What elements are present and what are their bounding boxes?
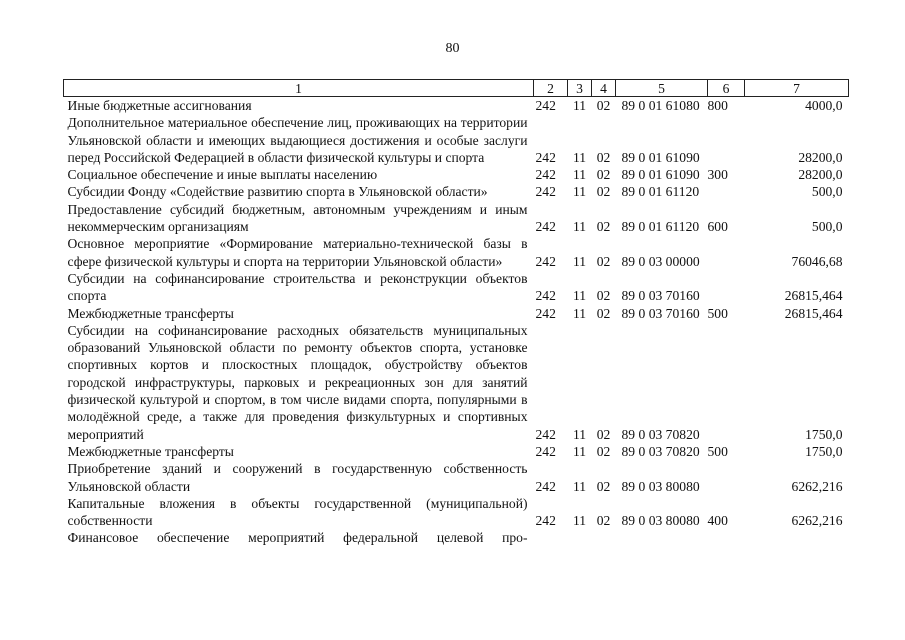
row-code-subsection: 02 [596,305,611,321]
table-body [64,97,849,547]
row-code-section: 11 [572,513,587,529]
row-description: Субсидии на софинансирование расходных обязательств муниципальных образований Ульяновской области по ремонту объектов спорта, установке спортивных кортов и плоскостных площадок, обустройству объектов городской инфраструктуры, парковых и рекреационных зон для занятий физической культурой и спортом, в том числе видами спорта, популярными в молодёжной среде, а также для проведения физкультурных и спортивных мероприятий [67,322,528,442]
row-amount: 76046,68 [791,253,843,269]
row-code-subsection: 02 [596,167,611,183]
header-col-6: 6 [708,80,745,97]
row-code-target: 89 0 03 80080 [621,513,700,529]
row-code-subsection: 02 [596,513,611,529]
row-code-target: 89 0 03 80080 [621,478,700,494]
row-code-section: 11 [572,98,587,113]
table-row [64,270,849,305]
row-description: Иные бюджетные ассигнования [67,98,252,113]
row-code-section: 11 [572,167,587,183]
header-col-5: 5 [616,80,708,97]
row-code-target: 89 0 03 70160 [621,288,700,304]
table-header [64,80,849,97]
row-amount: 26815,464 [784,288,843,304]
row-code-section [568,529,592,546]
page-number: 80 [445,41,460,56]
row-code-subsection: 02 [596,478,611,494]
row-description: Основное мероприятие «Формирование материально-технической базы в сфере физической культуры и спорта на территории Ульяновской области» [67,236,528,269]
row-amount: 26815,464 [784,305,843,321]
row-amount: 28200,0 [798,167,843,183]
row-code-expense-type [708,270,745,305]
row-code-expense-type: 400 [707,513,728,529]
row-code-section: 11 [572,443,587,459]
row-code-ministry [534,529,568,546]
table-row [64,529,849,546]
row-code-section: 11 [572,253,587,269]
row-description: Межбюджетные трансферты [67,443,234,459]
row-code-expense-type [708,460,745,495]
row-code-subsection: 02 [596,443,611,459]
row-code-target: 89 0 03 70160 [621,305,700,321]
table-row [64,166,849,183]
table-row [64,201,849,236]
table-row [64,114,849,166]
row-code-ministry: 242 [535,288,556,304]
row-code-ministry: 242 [535,184,556,200]
row-amount: 1750,0 [805,426,843,442]
table-row [64,235,849,270]
header-col-4: 4 [592,80,616,97]
row-code-section: 11 [572,305,587,321]
row-code-target: 89 0 03 00000 [621,253,700,269]
row-code-target: 89 0 03 70820 [621,443,700,459]
row-code-expense-type [708,322,745,443]
row-description: Приобретение зданий и сооружений в государственную собственность Ульяновской области [67,461,528,494]
row-amount: 28200,0 [798,149,843,165]
row-code-expense-type: 800 [707,98,728,113]
row-code-section: 11 [572,478,587,494]
row-code-ministry: 242 [535,426,556,442]
row-code-ministry: 242 [535,98,556,113]
row-code-ministry: 242 [535,513,556,529]
row-amount [745,529,849,546]
table-row [64,495,849,530]
row-amount: 6262,216 [791,478,843,494]
row-amount: 500,0 [811,219,843,235]
row-code-ministry: 242 [535,478,556,494]
table-row [64,322,849,443]
row-code-expense-type: 500 [707,305,728,321]
row-code-subsection: 02 [596,184,611,200]
row-code-ministry: 242 [535,253,556,269]
table-row [64,460,849,495]
header-row [64,80,849,97]
header-col-2: 2 [534,80,568,97]
row-code-expense-type [708,529,745,546]
row-code-expense-type [708,183,745,200]
row-code-subsection: 02 [596,426,611,442]
header-col-1: 1 [64,80,534,97]
table-row [64,443,849,460]
row-code-subsection: 02 [596,253,611,269]
row-code-target: 89 0 01 61080 [621,98,700,113]
row-code-subsection: 02 [596,98,611,113]
row-description: Предоставление субсидий бюджетным, автономным учреждениям и иным некоммерческим организациям [67,201,528,235]
row-code-ministry: 242 [535,305,556,321]
row-code-ministry: 242 [535,443,556,459]
row-code-target: 89 0 01 61090 [621,167,700,183]
row-description: Дополнительное материальное обеспечение лиц, проживающих на территории Ульяновской области и имеющих выдающиеся достижения и особые заслуги перед Российской Федерацией в области физической культуры и спорта [67,115,528,165]
row-amount: 500,0 [811,184,843,200]
row-description: Капитальные вложения в объекты государственной (муниципальной) собственности [67,495,528,529]
row-code-subsection: 02 [596,149,611,165]
row-code-ministry: 242 [535,167,556,183]
row-code-section: 11 [572,219,587,235]
row-code-ministry: 242 [535,149,556,165]
table-row [64,183,849,200]
row-code-section: 11 [572,184,587,200]
row-code-subsection [592,529,616,546]
row-description: Социальное обеспечение и иные выплаты населению [67,167,378,183]
row-code-target: 89 0 01 61120 [621,184,700,200]
row-description: Межбюджетные трансферты [67,305,234,321]
row-code-expense-type: 300 [707,167,728,183]
row-code-target: 89 0 01 61090 [621,149,700,165]
row-code-subsection: 02 [596,219,611,235]
header-col-3: 3 [568,80,592,97]
row-code-target [616,529,708,546]
budget-table [63,79,849,547]
row-amount: 6262,216 [791,513,843,529]
row-amount: 1750,0 [805,443,843,459]
row-description: Субсидии Фонду «Содействие развитию спорта в Ульяновской области» [67,184,488,200]
row-code-subsection: 02 [596,288,611,304]
header-col-7: 7 [745,80,849,97]
row-amount: 4000,0 [805,98,843,113]
table-row [64,97,849,115]
row-description: Субсидии на софинансирование строительства и реконструкции объектов спорта [67,270,528,304]
row-code-section: 11 [572,426,587,442]
table-row [64,305,849,322]
row-code-expense-type [708,114,745,166]
row-code-target: 89 0 03 70820 [621,426,700,442]
row-code-expense-type [708,235,745,270]
row-code-expense-type: 500 [707,443,728,459]
row-code-section: 11 [572,149,587,165]
row-code-ministry: 242 [535,219,556,235]
row-code-expense-type: 600 [707,219,728,235]
row-code-section: 11 [572,288,587,304]
row-code-target: 89 0 01 61120 [621,219,700,235]
budget-table-container [63,79,848,547]
row-description: Финансовое обеспечение мероприятий федеральной целевой про- [67,530,528,546]
